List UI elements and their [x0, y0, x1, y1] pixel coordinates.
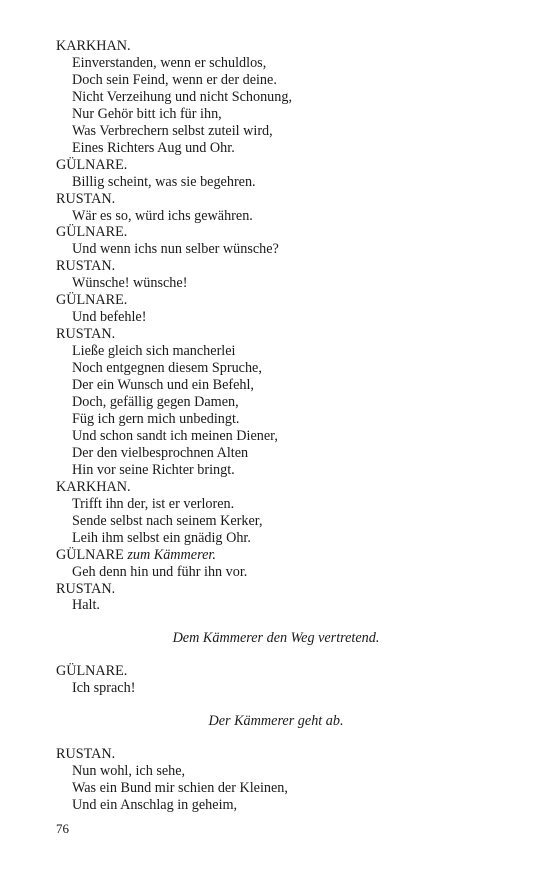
verse-line: Und wenn ichs nun selber wünsche? [72, 241, 279, 258]
speaker-rustan: RUSTAN. [56, 580, 116, 597]
verse-line: Und ein Anschlag in geheim, [72, 797, 238, 814]
verse-line: Füg ich gern mich unbedingt. [72, 410, 240, 427]
verse-line: Trifft ihn der, ist er verloren. [72, 495, 235, 512]
verse-line: Nicht Verzeihung und nicht Schonung, [72, 88, 293, 105]
speaker-guelnare: GÜLNARE. [56, 224, 128, 241]
stage-direction: Der Kämmerer geht ab. [208, 713, 344, 730]
verse-line: Ließe gleich sich mancherlei [72, 343, 236, 360]
verse-line: Und befehle! [72, 309, 147, 326]
verse-line: Noch entgegnen diesem Spruche, [72, 360, 262, 377]
speaker-rustan: RUSTAN. [56, 746, 116, 763]
verse-line: Doch sein Feind, wenn er der deine. [72, 71, 277, 88]
verse-line: Eines Richters Aug und Ohr. [72, 139, 235, 156]
verse-line: Sende selbst nach seinem Kerker, [72, 512, 263, 529]
stage-direction-inline: zum Kämmerer. [127, 546, 216, 563]
verse-line: Billig scheint, was sie begehren. [72, 173, 256, 190]
speaker-guelnare-with-direction [56, 547, 496, 564]
speaker-name: GÜLNARE [56, 546, 124, 563]
verse-line: Der den vielbesprochnen Alten [72, 444, 249, 461]
speaker-karkhan: KARKHAN. [56, 38, 131, 54]
speaker-rustan: RUSTAN. [56, 190, 116, 207]
verse-line: Wär es so, würd ichs gewähren. [72, 207, 253, 224]
verse-line: Was ein Bund mir schien der Kleinen, [72, 780, 288, 797]
verse-line: Nun wohl, ich sehe, [72, 763, 186, 780]
speaker-rustan: RUSTAN. [56, 258, 116, 275]
verse-line: Einverstanden, wenn er schuldlos, [72, 54, 267, 71]
verse-line: Leih ihm selbst ein gnädig Ohr. [72, 529, 251, 546]
stage-direction: Dem Kämmerer den Weg vertretend. [172, 630, 380, 647]
verse-line: Geh denn hin und führ ihn vor. [72, 563, 248, 580]
speaker-karkhan: KARKHAN. [56, 478, 131, 495]
verse-line: Was Verbrechern selbst zuteil wird, [72, 122, 273, 139]
verse-line: Hin vor seine Richter bringt. [72, 461, 235, 478]
speaker-rustan: RUSTAN. [56, 326, 116, 343]
speaker-guelnare: GÜLNARE. [56, 663, 128, 680]
speaker-guelnare: GÜLNARE. [56, 156, 128, 173]
verse-line: Halt. [72, 597, 100, 614]
speaker-guelnare: GÜLNARE. [56, 292, 128, 309]
verse-line: Nur Gehör bitt ich für ihn, [72, 105, 222, 122]
verse-line: Der ein Wunsch und ein Befehl, [72, 377, 254, 394]
verse-line: Ich sprach! [72, 680, 136, 697]
verse-line: Doch, gefällig gegen Damen, [72, 394, 239, 411]
page-number: 76 [56, 821, 69, 836]
verse-line: Und schon sandt ich meinen Diener, [72, 427, 278, 444]
verse-line: Wünsche! wünsche! [72, 275, 188, 292]
play-text [56, 38, 496, 814]
